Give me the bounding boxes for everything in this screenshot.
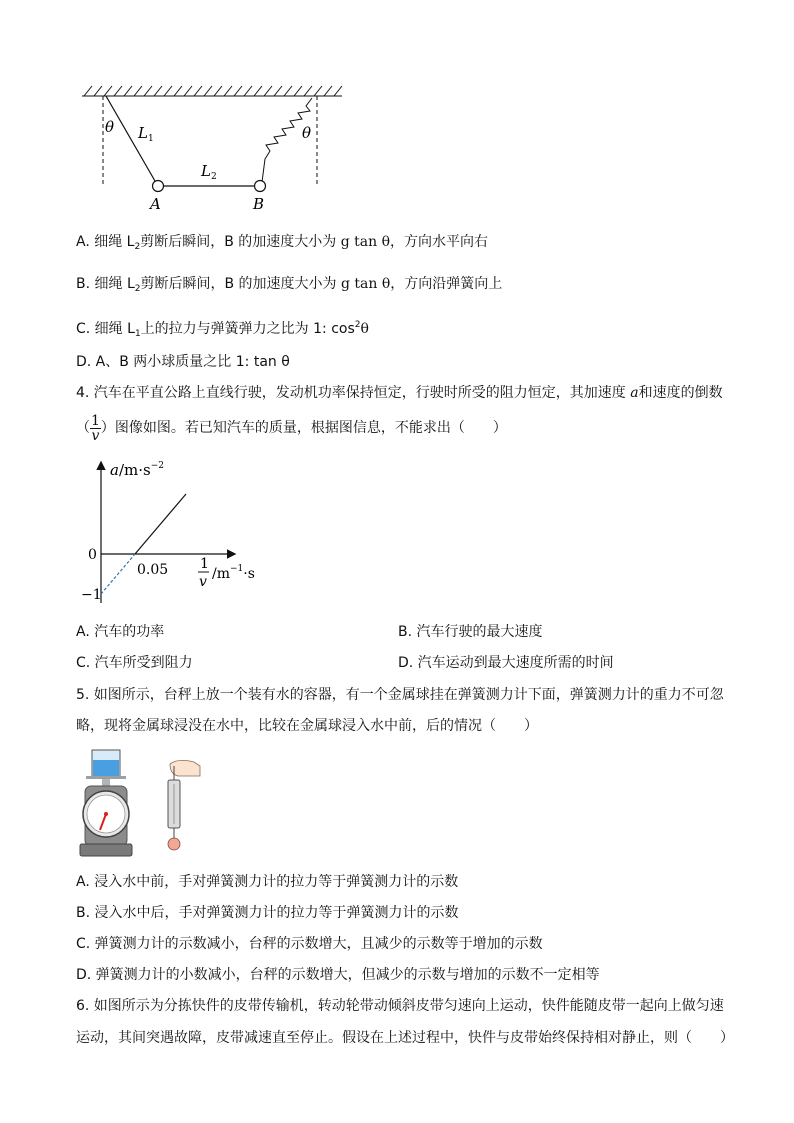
L1-subscript: 1 [147,134,154,144]
q3-option-a-sub: 2 [134,242,141,252]
q5-option-c: C. 弹簧测力计的示数减小，台秤的示数增大，且减少的示数等于增加的示数 [76,936,543,952]
rope-spring-figure [76,80,356,220]
svg-text:L2 [200,162,217,182]
q3-option-b-formula: g tan θ [341,276,391,292]
q4-fraction-numerator: 1 [91,412,100,429]
theta-left-label: θ [105,118,115,136]
x-tick-label-0.05: 0.05 [137,562,169,578]
q5-stem-line1: 5. 如图所示，台秤上放一个装有水的容器，有一个金属球挂在弹簧测力计下面，弹簧测力计的重力不可忽 [76,687,724,703]
q3-option-c-sup: 2 [354,320,361,330]
q3-option-b-prefix: B. 细绳 L [76,276,135,292]
x-axis-label [198,556,255,590]
hand-spring-balance [168,760,200,850]
label-A: A [150,195,161,213]
q4-option-a: A. 汽车的功率 [76,624,165,640]
q3-option-c [76,316,369,343]
q5-option-d: D. 弹簧测力计的小数减小，台秤的示数增大，但减少的示数与增加的示数不一定相等 [76,967,600,983]
q3-option-c-sub: 1 [134,329,141,339]
q3-option-a-formula: g tan θ [340,234,391,250]
q3-option-b-sub: 2 [134,284,141,294]
svg-text:1: 1 [200,556,209,572]
q4-inline-fraction [90,414,101,443]
q4-fraction-denominator: v [91,427,100,444]
q4-option-c: C. 汽车所受到阻力 [76,655,193,671]
water [93,760,119,777]
platform-scale [80,750,132,856]
q6-stem-line2: 运动，其间突遇故障，皮带减速直至停止。假设在上述过程中，快件与皮带始终保持相对静止，则（ ） [76,1030,734,1046]
q4-stem-line1 [76,384,723,402]
dashed-segment [101,554,135,594]
ball-A [153,181,164,192]
q6-stem-line1: 6. 如图所示为分拣快件的皮带传输机，转动轮带动倾斜皮带匀速向上运动，快件能随皮带一起向上做匀速 [76,998,724,1014]
solid-segment [135,494,186,554]
label-B: B [253,195,265,213]
q3-option-a-mid: 剪断后瞬间，B 的加速度大小为 [140,234,341,250]
svg-text:L1 [137,124,154,144]
q5-stem-line2: 略，现将金属球浸没在水中，比较在金属球浸入水中前，后的情况（ ） [76,718,538,734]
q4-option-b: B. 汽车行驶的最大速度 [398,624,543,640]
y-axis-label: $a/m\cdot s^{-2}$ [110,461,164,479]
q4-option-d: D. 汽车运动到最大速度所需的时间 [398,655,614,671]
L2-subscript: 2 [210,172,217,182]
origin-tick-label: 0 [88,547,97,563]
q4-stem2-tail: ）图像如图。若已知汽车的质量，根据图信息，不能求出（ ） [100,420,507,436]
metal-ball [168,838,180,850]
acceleration-vs-inverse-velocity-chart [76,455,276,615]
q3-option-c-prefix: C. 细绳 L [76,321,135,337]
q4-stem1: 4. 汽车在平直公路上直线行驶，发动机功率保持恒定，行驶时所受的阻力恒定，其加速度 [76,385,631,401]
q3-option-a-prefix: A. 细绳 L [76,234,135,250]
svg-text:/m−1·s: $/m^{-1}\cdot s$ [212,564,255,582]
ball-B [255,181,266,192]
svg-text:v: v [199,574,207,590]
q5-option-a: A. 浸入水中前，手对弹簧测力计的拉力等于弹簧测力计的示数 [76,874,459,890]
q3-option-c-mid: 上的拉力与弹簧弹力之比为 1: cos [140,321,355,337]
q5-option-b: B. 浸入水中后，手对弹簧测力计的拉力等于弹簧测力计的示数 [76,905,459,921]
theta-right-label: θ [302,124,312,142]
L1-label: L [138,124,148,142]
q3-option-d [76,353,290,371]
q3-option-b-suffix: ，方向沿弹簧向上 [390,276,503,292]
q3-option-d-text: D. A、B 两小球质量之比 1: tan θ [76,354,290,370]
q3-option-a [76,233,488,256]
q3-option-a-suffix: ，方向水平向右 [390,234,489,250]
q4-stem-line2 [76,412,507,444]
q3-option-b [76,275,502,298]
L2-label: L [201,162,211,180]
scale-and-spring-balance-figure [76,744,206,864]
q4-stem1-var: a [630,385,639,401]
q4-stem2-open: （ [76,420,90,436]
q4-stem1-tail: 和速度的倒数 [638,385,723,401]
q3-option-c-suffix: θ [360,321,369,337]
ceiling-hatch [82,86,342,96]
q3-option-b-mid: 剪断后瞬间，B 的加速度大小为 [140,276,342,292]
y-tick-label-neg1: −1 [81,587,102,603]
